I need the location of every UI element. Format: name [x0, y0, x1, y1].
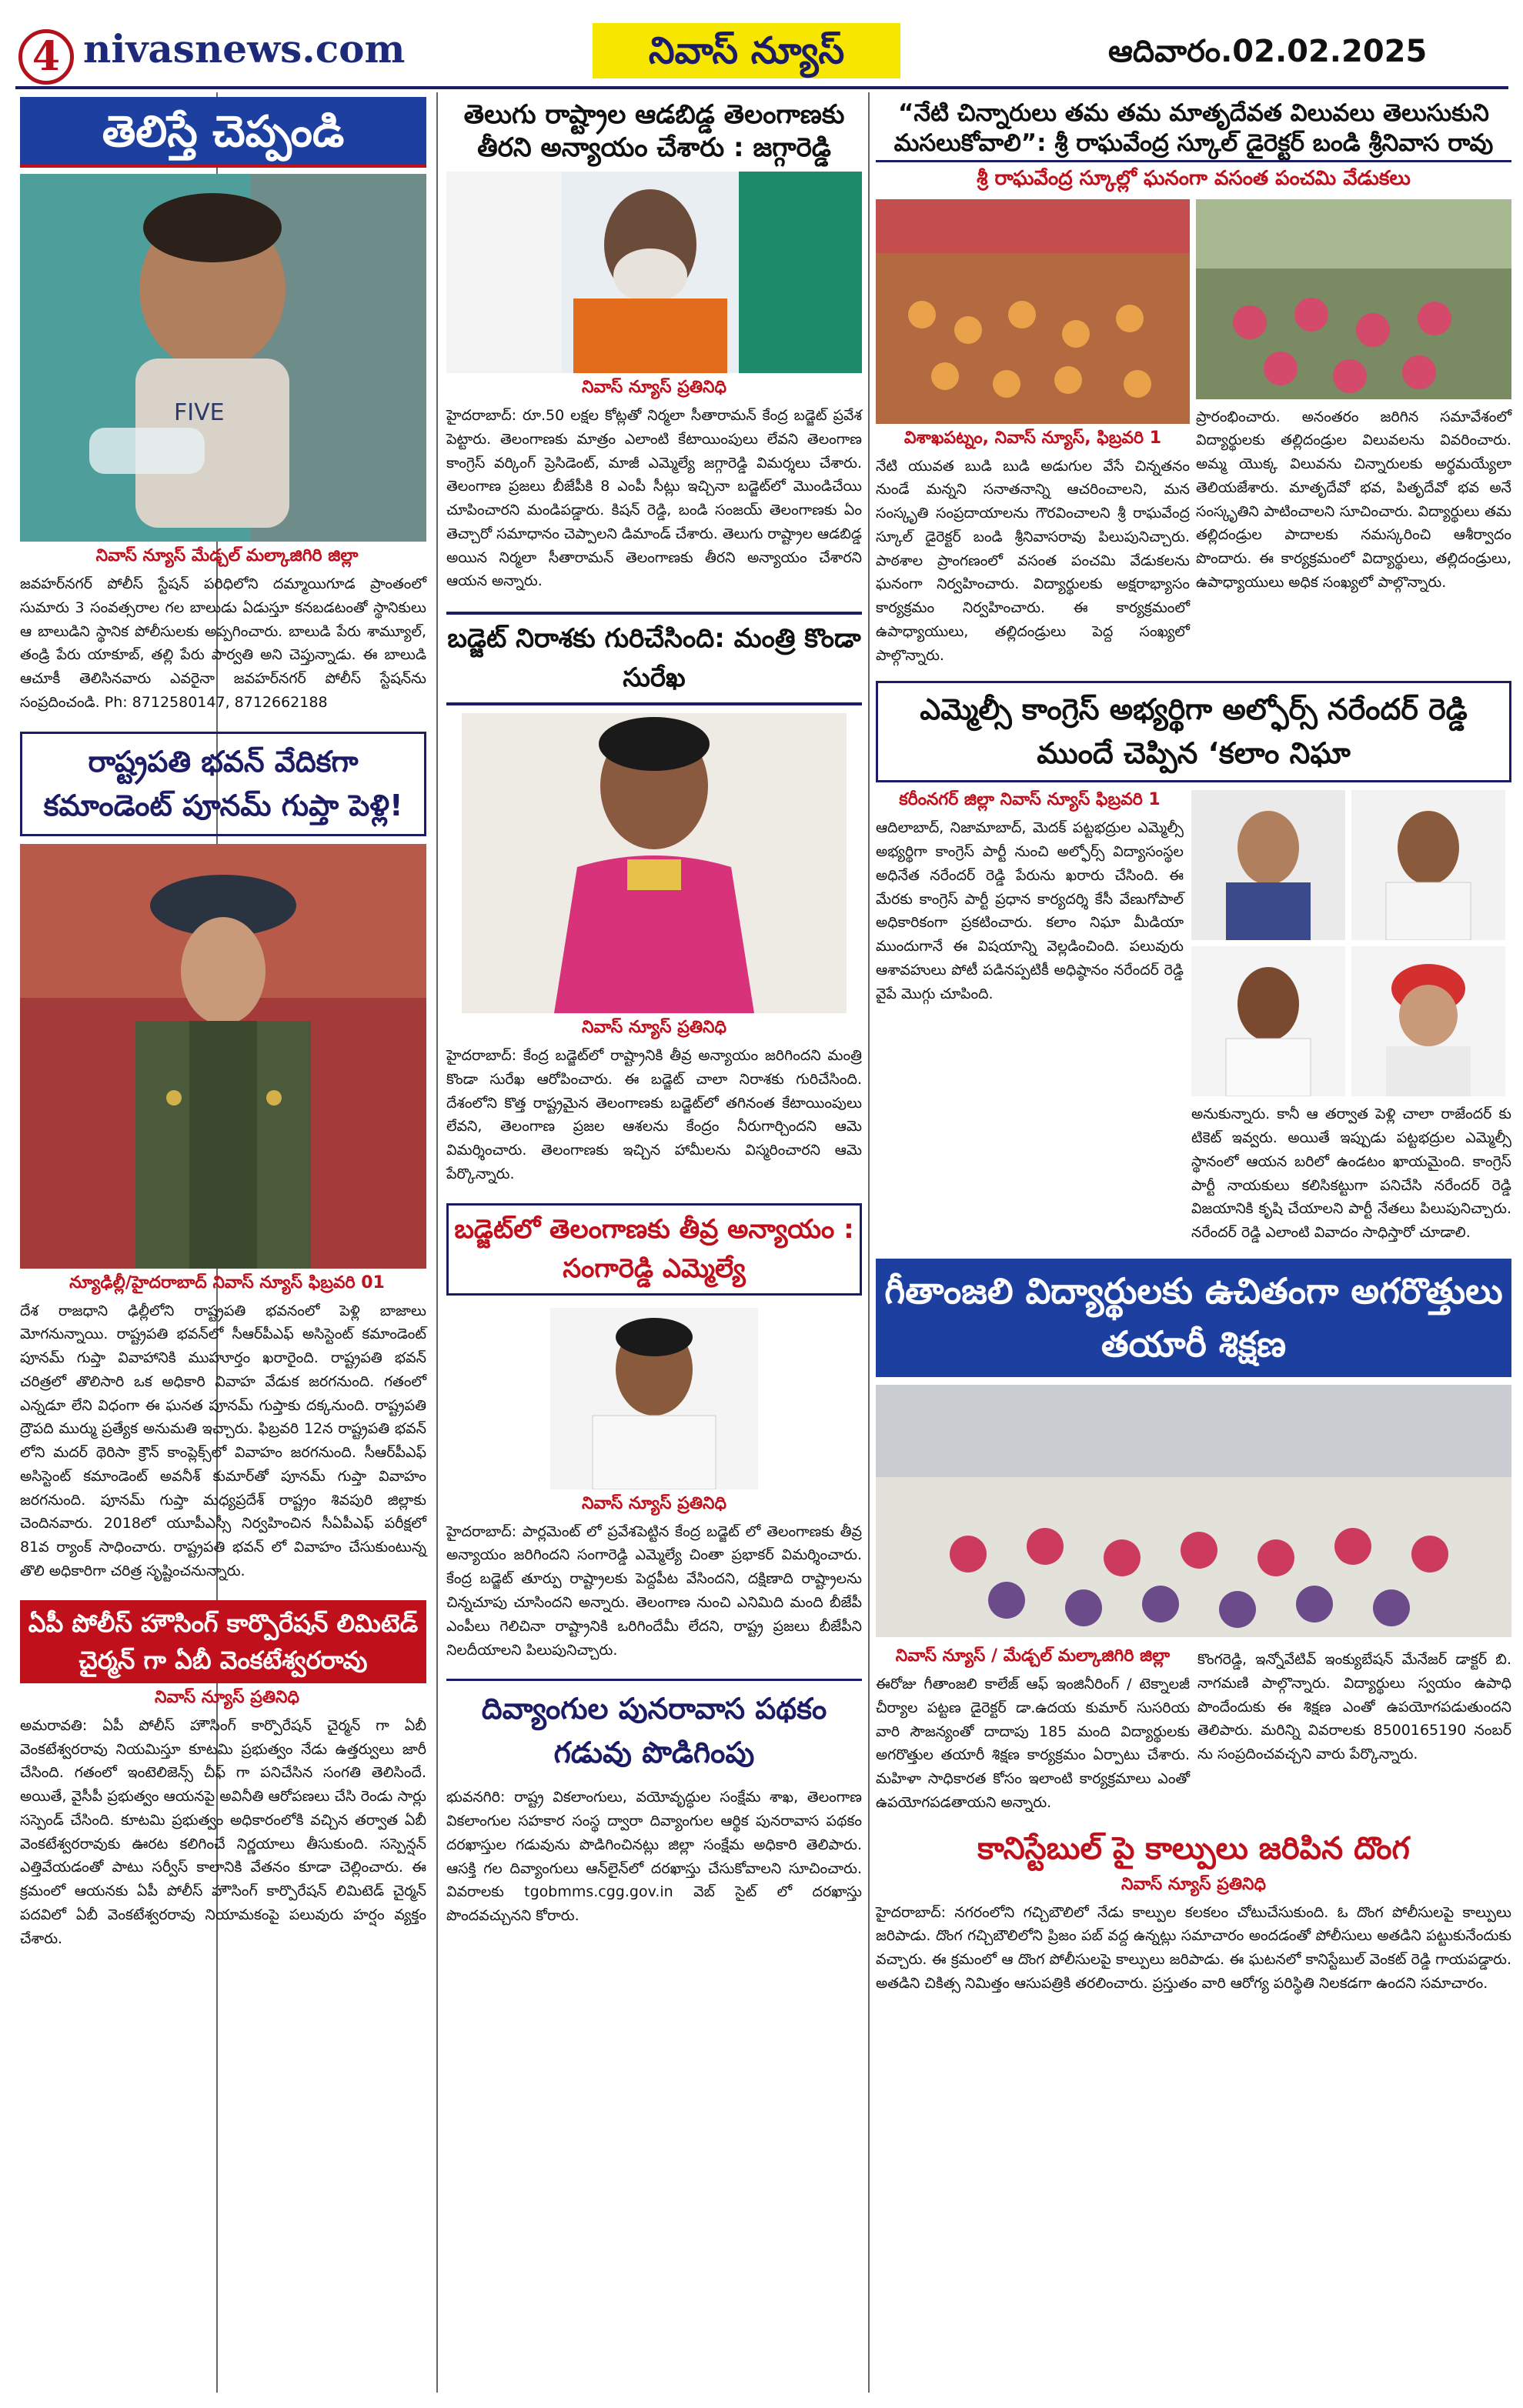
- page-number: 4: [18, 29, 74, 85]
- candidate-photo: [1351, 790, 1505, 940]
- article-body-right: ప్రారంభించారు. అనంతరం జరిగిన సమావేశంలో విద్యార్థులకు తల్లిదండ్రుల విలువలను వివరించారు. అమ్మ యొక్క విలువను చిన్నారులకు అర్థమయ్యేలా తెలియజేశారు. మాతృదేవో భవ, పితృదేవో భవ అనే సంస్కృతిని పాటించాలని సూచించారు. విద్యార్థులు తమ తల్లిదండ్రుల పాదాలకు నమస్కరించి ఆశీర్వాదం పొందారు. ఈ కార్యక్రమంలో విద్యార్థులు, తల్లిదండ్రులు, ఉపాధ్యాయులు అధిక సంఖ్యలో పాల్గొన్నారు.: [1196, 408, 1511, 591]
- article-jaggareddy: [446, 97, 862, 593]
- site-name[interactable]: nivasnews.com: [83, 26, 406, 72]
- article-poonam-gupta: [11, 732, 443, 1583]
- mla-photo: [550, 1308, 758, 1489]
- mla-illustration: [550, 1308, 758, 1489]
- article-byline: నివాస్ న్యూస్ ప్రతినిధి: [1121, 1874, 1267, 1894]
- article-byline: కరీంనగర్ జిల్లా నివాస్ న్యూస్ ఫిబ్రవరి 1: [899, 790, 1161, 810]
- header-rule: [15, 86, 1508, 89]
- svg-text:FIVE: FIVE: [174, 399, 225, 426]
- article-body: భువనగిరి: రాష్ట్ర వికలాంగులు, వయోవృద్ధుల సంక్షేమ శాఖ, తెలంగాణ వికలాంగుల సహకార సంస్థ ద్వారా దివ్యాంగుల ఆర్థిక పునరావాస పథకం దరఖాస్తుల గడువును పొడిగించినట్లు జిల్లా సంక్షేమ అధికారి తెలిపారు. ఆసక్తి గల దివ్యాంగులు ఆన్‌లైన్‌లో దరఖాస్తు చేసుకోవాలని సూచించారు. వివరాలకు tgobmms.cgg.gov.in వెబ్ సైట్ లో దరఖాస్తు పొందవచ్చునని కోరారు.: [446, 1789, 862, 1925]
- article-missing-child: [11, 97, 443, 715]
- photo-caption: నివాస్ న్యూస్ మేడ్చల్ మల్కాజిగిరి జిల్లా: [95, 546, 359, 565]
- konda-surekha-photo: [462, 713, 847, 1013]
- article-geethanjali-training: [876, 1259, 1511, 1815]
- article-constable-shooting: [876, 1827, 1511, 1996]
- crowd-illustration: [876, 199, 1190, 424]
- article-konda-surekha: [446, 612, 862, 1186]
- article-raghavendra-school: [876, 97, 1511, 667]
- article-title: కానిస్టేబుల్ పై కాల్పులు జరిపిన దొంగ: [977, 1830, 1410, 1866]
- article-byline: నివాస్ న్యూస్ ప్రతినిధి: [154, 1687, 300, 1707]
- article-title: తెలిస్తే చెప్పండి: [20, 97, 426, 168]
- article-title: రాష్ట్రపతి భవన్ వేదికగా కమాండెంట్ పూనమ్ గుప్తా పెళ్లి!: [20, 732, 426, 836]
- photo-caption: విశాఖపట్నం, నివాస్ న్యూస్, ఫిబ్రవరి 1: [903, 428, 1162, 448]
- article-title: ఎమ్మెల్సీ కాంగ్రెస్ అభ్యర్థిగా అల్ఫోర్స్ నరేందర్ రెడ్డి ముందే చెప్పిన ‘కలాం నిఘా: [876, 681, 1511, 782]
- column-middle: [446, 97, 862, 1928]
- candidate-photo: [1351, 946, 1505, 1096]
- article-body: దేశ రాజధాని ఢిల్లీలోని రాష్ట్రపతి భవనంలో పెళ్లి బాజాలు మోగనున్నాయి. రాష్ట్రపతి భవన్‌లో సీఆర్‌పీఎఫ్ అసిస్టెంట్ కమాండెంట్ పూనమ్ గుప్తా వివాహానికి ముహూర్తం ఖరారైంది. రాష్ట్రపతి భవన్ చరిత్రలో తొలిసారి ఒక అధికారి వివాహ వేడుక జరగనుంది. గతంలో ఎన్నడూ లేని విధంగా ఈ ఘనత పూనమ్ గుప్తాకు దక్కనుంది. రాష్ట్రపతి ద్రౌపది ముర్ము ప్రత్యేక అనుమతి ఇచ్చారు. ఫిబ్రవరి 12న రాష్ట్రపతి భవన్ లోని మదర్ థెరిసా క్రౌన్ కాంప్లెక్స్‌లో వివాహం జరగనుంది. సీఆర్‌పీఎఫ్ అసిస్టెంట్ కమాండెంట్ అవనీశ్ కుమార్‌తో పూనమ్ గుప్తా వివాహం జరగనుంది. పూనమ్ గుప్తా మధ్యప్రదేశ్ రాష్ట్రం శివపురి జిల్లాకు చెందినవారు. 2018లో యూపీఎస్సీ నిర్వహించిన సీఏపీఎఫ్ పరీక్షలో 81వ ర్యాంక్ సాధించారు. రాష్ట్రపతి భవన్ లో వివాహం చేసుకుంటున్న తొలి అధికారిగా చరిత్ర సృష్టించనున్నారు.: [20, 1302, 426, 1580]
- photo-caption: నివాస్ న్యూస్ ప్రతినిధి: [581, 1493, 727, 1513]
- article-body: హైదరాబాద్: కేంద్ర బడ్జెట్‌లో రాష్ట్రానికి తీవ్ర అన్యాయం జరిగిందని మంత్రి కొండా సురేఖ ఆరోపించారు. ఈ బడ్జెట్ చాలా నిరాశకు గురిచేసింది. దేశంలోని కొత్త రాష్ట్రమైన తెలంగాణకు బడ్జెట్‌లో తగినంత కేటాయింపులు లేవని, తెలంగాణ ప్రజల ఆశలను కేంద్రం నీరుగార్చిందని ఆమె విమర్శించారు. తెలంగాణకు ఇచ్చిన హామీలను విస్మరించారని ఆమె పేర్కొన్నారు.: [446, 1047, 862, 1182]
- article-body: హైదరాబాద్: పార్లమెంట్ లో ప్రవేశపెట్టిన కేంద్ర బడ్జెట్ లో తెలంగాణకు తీవ్ర అన్యాయం జరిగిందని సంగారెడ్డి ఎమ్మెల్యే చింతా ప్రభాకర్ విమర్శించారు. కేంద్ర బడ్జెట్ తూర్పు రాష్ట్రాలకు పెద్దపీట వేసిందని, దక్షిణాది రాష్ట్రాలను చిన్నచూపు చూసిందని అన్నారు. తెలంగాణ నుంచి ఎనిమిది మంది బీజేపీ ఎంపీలు గెలిచినా రాష్ట్రానికి ఒరిగిందేమీ లేదని, రాష్ట్ర ప్రజలు బీజేపీని నిలదీయాలని పిలుపునిచ్చారు.: [446, 1523, 862, 1659]
- classroom-illustration: [876, 1385, 1511, 1637]
- training-photo: [876, 1385, 1511, 1637]
- column-divider: [868, 92, 870, 2393]
- article-body: జవహర్‌నగర్ పోలీస్ స్టేషన్ పరిధిలోని దమ్మాయిగూడ ప్రాంతంలో సుమారు 3 సంవత్సరాల గల బాలుడు ఏడుస్తూ కనబడటంతో స్థానికులు ఆ బాలుడిని స్థానిక పోలీసులకు అప్పగించారు. బాలుడి పేరు శామ్యూల్, తండ్రి పేరు యాకూబ్, తల్లి పేరు పార్వతి అని చెప్తున్నాడు. ఈ బాలుడి ఆచూకీ తెలిసినవారు ఎవరైనా జవహర్‌నగర్ పోలీస్ స్టేషన్‌ను సంప్రదించండి. Ph: 8712580147, 8712662188: [20, 575, 426, 711]
- students-illustration: [1196, 199, 1511, 399]
- article-ab-venkateswara-rao: [11, 1600, 443, 1951]
- article-title: దివ్యాంగుల పునరావాస పథకం గడువు పొడిగింపు: [446, 1679, 862, 1781]
- article-title: బడ్జెట్ నిరాశకు గురిచేసింది: మంత్రి కొండా సురేఖ: [446, 612, 862, 705]
- article-sangareddy-mla: [446, 1203, 862, 1663]
- article-alphores-narender-reddy: [876, 681, 1511, 1245]
- child-illustration: [20, 174, 426, 542]
- article-title: ఏపీ పోలీస్ హౌసింగ్ కార్పొరేషన్ లిమిటెడ్ చైర్మన్ గా ఏబీ వెంకటేశ్వరరావు: [20, 1600, 426, 1683]
- officer-illustration: [20, 844, 426, 1269]
- article-body-right: అనుకున్నారు. కానీ ఆ తర్వాత పెళ్లి చాలా రాజేందర్ కు టికెట్ ఇవ్వరు. అయితే ఇప్పుడు పట్టభద్రుల ఎమ్మెల్సీ స్థానంలో ఆయన బరిలో ఉండటం ఖాయమైంది. కాంగ్రెస్ పార్టీ నాయకులు కలిసికట్టుగా పనిచేసి నరేందర్ రెడ్డి విజయానికి కృషి చేయాలని పార్టీ నేతలు పిలుపునిచ్చారు. నరేందర్ రెడ్డి ఎలాంటి వివాదం సాధిస్తారో చూడాలి.: [1191, 1106, 1511, 1242]
- article-title: “నేటి చిన్నారులు తమ తమ మాతృదేవత విలువలు తెలుసుకుని మసలుకోవాలి”: శ్రీ రాఘవేంద్ర స్కూల్ డైరెక్టర్ బండి శ్రీనివాస రావు: [876, 97, 1511, 162]
- jaggareddy-photo: [446, 172, 862, 373]
- article-body-left: ఈరోజు గీతాంజలి కాలేజ్ ఆఫ్ ఇంజినీరింగ్ / టెక్నాలజీ చీర్యాల పట్టణ డైరెక్టర్ డా.ఉదయ కుమార్ సుసరియ వారి సౌజన్యంతో దాదాపు 185 మంది విద్యార్థులకు అగరొత్తుల తయారీ శిక్షణ కార్యక్రమం ఏర్పాటు చేశారు. మహిళా సాధికారత కోసం ఇలాంటి కార్యక్రమాలు ఎంతో ఉపయోగపడతాయని అన్నారు.: [876, 1675, 1190, 1811]
- article-body-left: ఆదిలాబాద్, నిజామాబాద్, మెదక్ పట్టభద్రుల ఎమ్మెల్సీ అభ్యర్థిగా కాంగ్రెస్ పార్టీ నుంచి అల్ఫోర్స్ విద్యాసంస్థల అధినేత నరేందర్ రెడ్డి పేరును ఖరారు చేసింది. ఈ మేరకు కాంగ్రెస్ పార్టీ ప్రధాన కార్యదర్శి కేసీ వేణుగోపాల్ అధికారికంగా ప్రకటించారు. కలాం నిఘా మీడియా ముందుగానే ఈ విషయాన్ని వెల్లడించింది. పలువురు ఆశావహులు పోటీ పడినప్పటికీ అధిష్ఠానం నరేందర్ రెడ్డి వైపే మొగ్గు చూపింది.: [876, 819, 1184, 1002]
- officer-photo: [20, 844, 426, 1269]
- column-left: [11, 97, 443, 1950]
- issue-date: ఆదివారం.02.02.2025: [1108, 34, 1428, 69]
- article-subtitle: శ్రీ రాఘవేంద్ర స్కూల్లో ఘనంగా వసంత పంచమి వేడుకలు: [977, 166, 1411, 190]
- photo-caption: న్యూఢిల్లీ/హైదరాబాద్ నివాస్ న్యూస్ ఫిబ్రవరి 01: [69, 1272, 385, 1292]
- candidate-photo: [1191, 790, 1345, 940]
- photo-caption: నివాస్ న్యూస్ / మేడ్చల్ మల్కాజిగిరి జిల్లా: [895, 1646, 1171, 1666]
- candidate-photos: [1191, 790, 1511, 1096]
- article-title: గీతాంజలి విద్యార్థులకు ఉచితంగా అగరొత్తులు తయారీ శిక్షణ: [876, 1259, 1511, 1377]
- article-title: బడ్జెట్‌లో తెలంగాణకు తీవ్ర అన్యాయం : సంగారెడ్డి ఎమ్మెల్యే: [446, 1203, 862, 1296]
- photo-caption: నివాస్ న్యూస్ ప్రతినిధి: [581, 1018, 727, 1038]
- article-body: అమరావతి: ఏపీ పోలీస్ హౌసింగ్ కార్పొరేషన్ చైర్మన్ గా ఏబీ వెంకటేశ్వరరావు నియమిస్తూ కూటమి ప్రభుత్వం నేడు ఉత్తర్వులు జారీ చేసింది. గతంలో ఇంటెలిజెన్స్ చీఫ్ గా పనిచేసిన సంగతి తెలిసిందే. అయితే, వైసీపీ ప్రభుత్వం ఆయనపై అవినీతి ఆరోపణలు చేసి రెండు సార్లు సస్పెండ్ చేసింది. కూటమి ప్రభుత్వం అధికారంలోకి వచ్చిన తర్వాత ఏబీ వెంకటేశ్వరరావుకు ఊరట కలిగించే నిర్ణయాలు తీసుకుంది. సస్పెన్షన్ ఎత్తివేయడంతో పాటు సర్వీస్ కాలానికి వేతనం కూడా చెల్లించారు. ఈ క్రమంలో ఆయనకు ఏపీ పోలీస్ హౌసింగ్ కార్పొరేషన్ లిమిటెడ్ చైర్మన్ పదవిలో ఏబీ వెంకటేశ్వరరావు నియామకంపై పలువురు హర్షం వ్యక్తం చేశారు.: [20, 1716, 426, 1947]
- article-body: హైదరాబాద్: నగరంలోని గచ్చిబౌలిలో నేడు కాల్పుల కలకలం చోటుచేసుకుంది. ఓ దొంగ పోలీసులపై కాల్పులు జరిపాడు. దొంగ గచ్చిబౌలిలోని ప్రిజం పబ్ వద్ద ఉన్నట్లు సమాచారం అందడంతో పోలీసులు అతడిని పట్టుకునేందుకు వచ్చారు. ఈ క్రమంలో ఆ దొంగ పోలీసులపై కాల్పులు జరిపాడు. ఈ ఘటనలో కానిస్టేబుల్ వెంకట్ రెడ్డి గాయపడ్డారు. అతడిని చికిత్స నిమిత్తం ఆసుపత్రికి తరలించారు. ప్రస్తుతం వారి ఆరోగ్య పరిస్థితి నిలకడగా ఉందని సమాచారం.: [876, 1903, 1511, 1992]
- photo-caption: నివాస్ న్యూస్ ప్రతినిధి: [581, 378, 727, 397]
- article-title: తెలుగు రాష్ట్రాల ఆడబిడ్డ తెలంగాణకు తీరని అన్యాయం చేశారు : జగ్గారెడ్డి: [463, 99, 845, 163]
- child-photo: [20, 174, 426, 542]
- column-right: [876, 97, 1511, 1996]
- article-body-right: కొంగరెడ్డి, ఇన్నోవేటివ్ ఇంక్యుబేషన్ మేనేజర్ డాక్టర్ బి. నాగమణి పాల్గొన్నారు. విద్యార్థులు స్వయం ఉపాధి పొందేందుకు ఈ శిక్షణ ఎంతో ఉపయోగపడుతుందని తెలిపారు. మరిన్ని వివరాలకు 8500165190 నంబర్ ను సంప్రదించవచ్చని వారు పేర్కొన్నారు.: [1197, 1650, 1511, 1763]
- school-event-photo-2: [1196, 199, 1511, 399]
- press-meet-illustration: [446, 172, 862, 373]
- school-event-photo-1: [876, 199, 1190, 424]
- article-body-left: నేటి యువత బుడి బుడి అడుగుల వేసే చిన్నతనం నుండే మన్నని సనాతనాన్ని ఆచరించాలని, మన సంస్కృతి సంప్రదాయాలను గౌరవించాలని శ్రీ రాఘవేంద్ర స్కూల్ డైరెక్టర్ బండి శ్రీనివాసరావు పిలుపునిచ్చారు. పాఠశాల ప్రాంగణంలో వసంత పంచమి వేడుకలను ఘనంగా నిర్వహించారు. విద్యార్థులకు అక్షరాభ్యాసం కార్యక్రమం నిర్వహించారు. ఈ కార్యక్రమంలో ఉపాధ్యాయులు, తల్లిదండ్రులు పెద్ద సంఖ్యలో పాల్గొన్నారు.: [876, 457, 1190, 664]
- minister-illustration: [462, 713, 847, 1013]
- article-body: హైదరాబాద్: రూ.50 లక్షల కోట్లతో నిర్మలా సీతారామన్ కేంద్ర బడ్జెట్ ప్రవేశ పెట్టారు. తెలంగాణకు మాత్రం ఎలాంటి కేటాయింపులు లేవని తెలంగాణ కాంగ్రెస్ వర్కింగ్ ప్రెసిడెంట్, మాజీ ఎమ్మెల్యే జగ్గారెడ్డి విమర్శలు చేశారు. తెలంగాణ ప్రజలు బీజేపీకి 8 ఎంపీ సీట్లు ఇచ్చినా బడ్జెట్‌లో మొండిచేయి చూపించారని మండిపడ్డారు. కిషన్ రెడ్డి, బండి సంజయ్ తెలంగాణకు ఏం తెచ్చారో సమాధానం చెప్పాలని డిమాండ్ చేశారు. తెలుగు రాష్ట్రాల ఆడబిడ్డ అయిన నిర్మలా సీతారామన్ తెలంగాణకు తీరని అన్యాయం చేశారని ఆయన అన్నారు.: [446, 407, 862, 590]
- article-divyang-scheme: [446, 1679, 862, 1928]
- candidate-photo: [1191, 946, 1345, 1096]
- masthead: నివాస్ న్యూస్: [593, 23, 900, 78]
- page-header: [0, 0, 1523, 91]
